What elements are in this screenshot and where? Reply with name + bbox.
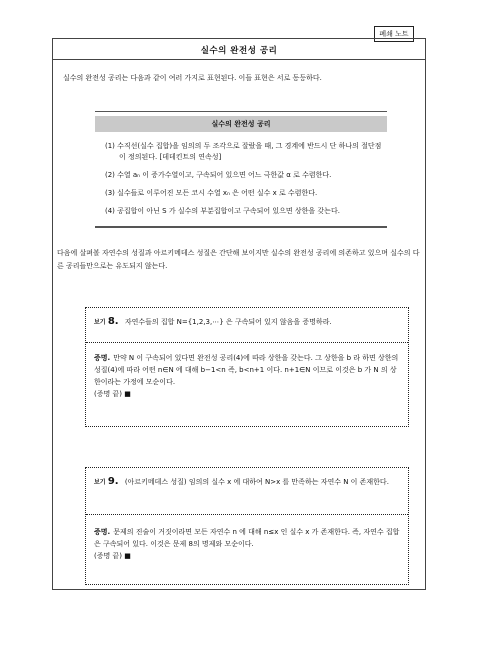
note-tag: 폐쇄 노트 [374,26,414,42]
proof-end: (증명 끝) ■ [94,552,131,560]
proof-text: 만약 N 이 구속되어 있다면 완전성 공리(4)에 따라 상한을 갖는다. 그 상한을 b 라 하면 상한의 성질(4)에 따라 어떤 n∈N 에 대해 b−1<n 즉, b<n+1 이다. n+1∈N 이므로 이것은 b 가 N 의 상한이라는 가정에 모순이다. [94,354,399,386]
theorem-item: (2) 수열 aₙ 이 증가수열이고, 구속되어 있으면 어느 극한값 α 로 수렴한다. [105,171,332,179]
example-8-box [85,307,409,427]
page-title: 실수의 완전성 공리 [200,46,278,56]
page-frame [52,38,426,590]
example-divider [86,342,408,343]
proof-end: (증명 끝) ■ [94,390,131,398]
example-9-statement [94,476,400,489]
example-text: 자연수들의 집합 N={1,2,3,⋯} 은 구속되어 있지 않음을 증명하라. [124,318,332,326]
example-9-box [85,467,409,585]
intro-text: 실수의 완전성 공리는 다음과 같이 여러 가지로 표현된다. 이들 표현은 서로 동등하다. [63,74,322,82]
theorem-item: (3) 실수들로 이루어진 모든 코시 수열 xₙ 은 어떤 실수 x 로 수렴한다. [105,189,318,197]
proof-label: 증명. [94,354,111,362]
example-divider [86,514,408,515]
theorem-list [105,141,385,224]
theorem-item: (4) 공집합이 아닌 S 가 실수의 부분집합이고 구속되어 있으면 상한을 갖는다. [105,207,340,215]
example-8-proof [94,352,400,400]
theorem-box [95,111,387,228]
example-badge: 보기 [94,479,106,486]
example-8-statement [94,316,400,329]
theorem-heading: 실수의 완전성 공리 [95,116,387,132]
title-rule [53,59,425,60]
example-number: 9. [107,476,119,487]
proof-label: 증명. [94,528,111,536]
example-9-proof [94,526,400,562]
theorem-item: (1) 수직선(실수 집합)을 임의의 두 조각으로 잘랐을 때, 그 경계에 반드시 단 하나의 절단점이 정의된다. [데데킨트의 연속성] [105,142,382,161]
example-badge: 보기 [94,319,106,326]
body-paragraph: 다음에 살펴볼 자연수의 성질과 아르키메데스 성질은 간단해 보이지만 실수의 완전성 공리에 의존하고 있으며 실수의 다른 공리들만으로는 유도되지 않는다. [57,249,420,270]
example-text: (아르키메데스 성질) 임의의 실수 x 에 대하여 N>x 를 만족하는 자연수 N 이 존재한다. [124,478,389,486]
proof-text: 문제의 진술이 거짓이라면 모든 자연수 n 에 대해 n≤x 인 실수 x 가 존재한다. 즉, 자연수 집합은 구속되어 있다. 이것은 문제 8의 명제와 모순이다. [94,528,400,548]
example-number: 8. [107,316,119,327]
